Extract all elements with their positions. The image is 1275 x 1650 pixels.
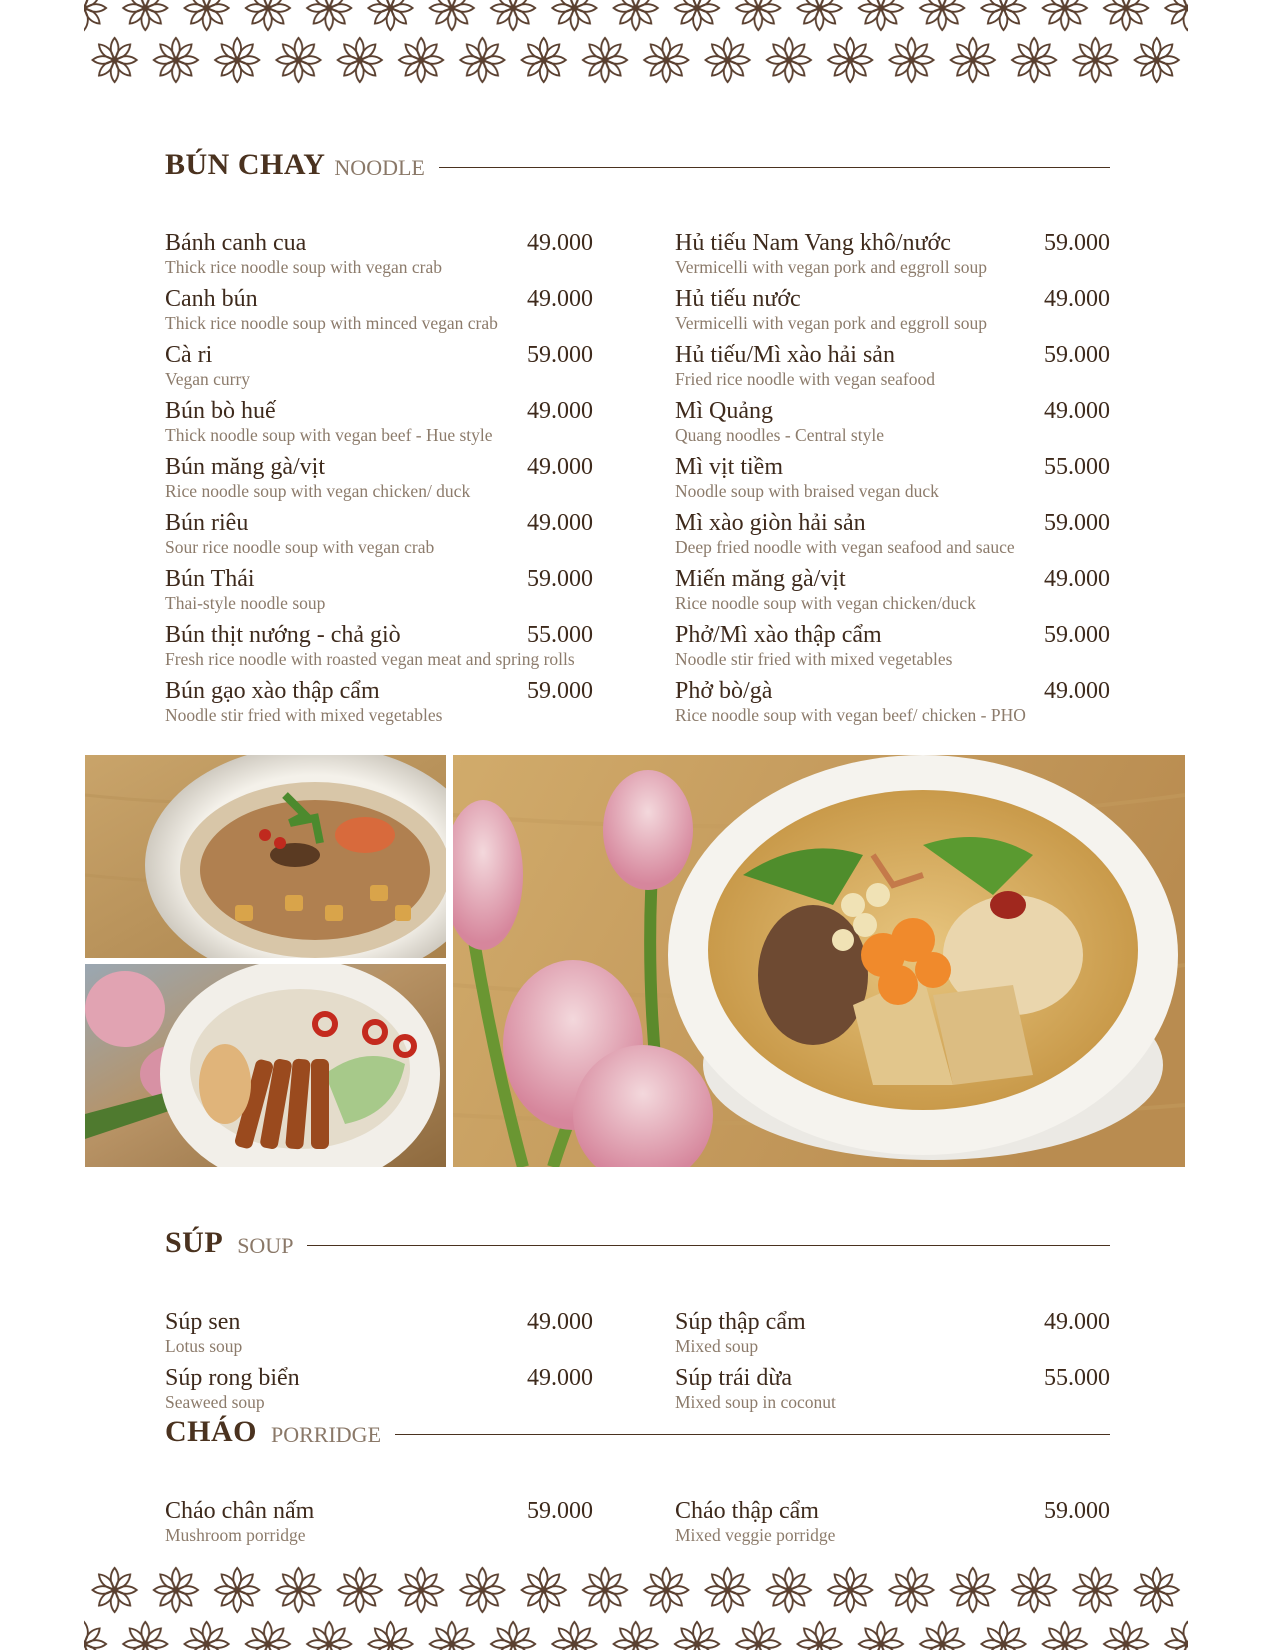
section-divider — [439, 167, 1110, 168]
item-description: Rice noodle soup with vegan chicken/ duck — [165, 481, 471, 501]
item-name: Súp sen — [165, 1309, 241, 1335]
item-name: Súp rong biển — [165, 1365, 300, 1391]
item-description: Deep fried noodle with vegan seafood and sauce — [675, 537, 1015, 557]
menu-item — [165, 510, 593, 566]
item-name: Cháo chân nấm — [165, 1498, 315, 1524]
menu-item — [165, 1498, 593, 1554]
section-subtitle: PORRIDGE — [271, 1422, 382, 1447]
item-description: Noodle stir fried with mixed vegetables — [675, 649, 953, 669]
item-price: 49.000 — [1044, 566, 1110, 592]
item-description: Lotus soup — [165, 1336, 243, 1356]
stir-fried-noodle-photo — [85, 755, 446, 958]
bottom-ornament-border — [84, 1558, 1188, 1650]
section-title: SÚP — [165, 1226, 224, 1259]
soup-menu-grid — [165, 1263, 1110, 1412]
item-name: Súp thập cẩm — [675, 1309, 806, 1335]
item-name: Mì Quảng — [675, 398, 773, 424]
item-name: Bún thịt nướng - chả giò — [165, 622, 401, 648]
grilled-meat-noodle-photo — [85, 964, 446, 1167]
menu-item — [165, 622, 593, 678]
item-description: Mixed soup in coconut — [675, 1392, 836, 1412]
menu-item — [165, 342, 593, 398]
item-price: 59.000 — [1044, 510, 1110, 536]
soup-section — [165, 1223, 1110, 1412]
item-name: Bún gạo xào thập cẩm — [165, 678, 380, 704]
item-name: Súp trái dừa — [675, 1365, 792, 1391]
menu-item — [675, 678, 1110, 734]
noodle-section — [165, 145, 1110, 725]
item-price: 55.000 — [527, 622, 593, 648]
item-name: Cà ri — [165, 342, 213, 368]
menu-item — [675, 398, 1110, 454]
menu-item — [165, 566, 593, 622]
menu-item — [675, 510, 1110, 566]
item-price: 59.000 — [1044, 342, 1110, 368]
menu-item — [165, 454, 593, 510]
section-divider — [307, 1245, 1110, 1246]
item-name: Bún bò huế — [165, 398, 276, 424]
item-name: Bún Thái — [165, 566, 255, 592]
soup-section-header — [165, 1223, 1110, 1263]
item-description: Vermicelli with vegan pork and eggroll soup — [675, 313, 988, 333]
menu-item — [675, 1498, 1110, 1554]
menu-item — [165, 1309, 593, 1365]
item-description: Fresh rice noodle with roasted vegan meat and spring rolls — [165, 649, 575, 669]
section-subtitle: NOODLE — [334, 155, 425, 180]
menu-item — [675, 566, 1110, 622]
top-ornament-border — [84, 0, 1188, 92]
noodle-menu-grid — [165, 185, 1110, 725]
item-name: Bánh canh cua — [165, 230, 307, 256]
section-title: BÚN CHAY — [165, 148, 326, 181]
menu-item — [165, 398, 593, 454]
item-price: 49.000 — [527, 398, 593, 424]
item-price: 49.000 — [527, 230, 593, 256]
section-title: CHÁO — [165, 1415, 257, 1448]
item-description: Fried rice noodle with vegan seafood — [675, 369, 935, 389]
menu-item — [675, 230, 1110, 286]
item-price: 55.000 — [1044, 454, 1110, 480]
item-description: Seaweed soup — [165, 1392, 265, 1412]
item-price: 55.000 — [1044, 1365, 1110, 1391]
item-price: 49.000 — [527, 454, 593, 480]
item-name: Mì vịt tiềm — [675, 454, 783, 480]
vegan-noodle-soup-photo — [453, 755, 1185, 1167]
item-price: 49.000 — [1044, 678, 1110, 704]
item-name: Hủ tiếu nước — [675, 286, 801, 312]
item-description: Quang noodles - Central style — [675, 425, 884, 445]
section-subtitle: SOUP — [237, 1233, 294, 1258]
item-price: 59.000 — [527, 566, 593, 592]
item-price: 49.000 — [1044, 286, 1110, 312]
item-description: Mixed soup — [675, 1336, 759, 1356]
menu-item — [675, 1309, 1110, 1365]
menu-item — [675, 342, 1110, 398]
noodle-section-header — [165, 145, 1110, 185]
item-price: 59.000 — [527, 1498, 593, 1524]
item-name: Hủ tiếu Nam Vang khô/nước — [675, 230, 951, 256]
item-name: Mì xào giòn hải sản — [675, 510, 866, 536]
item-description: Thick rice noodle soup with minced vegan crab — [165, 313, 498, 333]
menu-item — [165, 678, 593, 734]
item-description: Noodle soup with braised vegan duck — [675, 481, 939, 501]
item-name: Miến măng gà/vịt — [675, 566, 846, 592]
item-description: Rice noodle soup with vegan chicken/duck — [675, 593, 976, 613]
porridge-section-header — [165, 1412, 1110, 1452]
item-price: 49.000 — [1044, 1309, 1110, 1335]
menu-item — [675, 454, 1110, 510]
item-description: Thick noodle soup with vegan beef - Hue style — [165, 425, 493, 445]
item-name: Bún riêu — [165, 510, 249, 536]
item-price: 49.000 — [1044, 398, 1110, 424]
item-description: Mixed veggie porridge — [675, 1525, 836, 1545]
item-price: 59.000 — [527, 342, 593, 368]
item-description: Mushroom porridge — [165, 1525, 306, 1545]
item-price: 49.000 — [527, 286, 593, 312]
item-price: 49.000 — [527, 1365, 593, 1391]
section-divider — [395, 1434, 1110, 1435]
item-description: Thick rice noodle soup with vegan crab — [165, 257, 442, 277]
item-name: Phở/Mì xào thập cẩm — [675, 622, 882, 648]
item-name: Cháo thập cẩm — [675, 1498, 819, 1524]
item-price: 59.000 — [1044, 1498, 1110, 1524]
item-name: Hủ tiếu/Mì xào hải sản — [675, 342, 895, 368]
item-description: Sour rice noodle soup with vegan crab — [165, 537, 435, 557]
item-price: 59.000 — [527, 678, 593, 704]
item-description: Vermicelli with vegan pork and eggroll soup — [675, 257, 988, 277]
menu-item — [675, 622, 1110, 678]
item-name: Bún măng gà/vịt — [165, 454, 325, 480]
porridge-menu-grid — [165, 1452, 1110, 1545]
item-price: 59.000 — [1044, 230, 1110, 256]
porridge-section — [165, 1412, 1110, 1545]
item-description: Thai-style noodle soup — [165, 593, 326, 613]
menu-item — [675, 286, 1110, 342]
item-price: 49.000 — [527, 1309, 593, 1335]
item-name: Canh bún — [165, 286, 258, 312]
menu-item — [165, 286, 593, 342]
item-name: Phở bò/gà — [675, 678, 773, 704]
item-price: 59.000 — [1044, 622, 1110, 648]
item-price: 49.000 — [527, 510, 593, 536]
item-description: Rice noodle soup with vegan beef/ chicken - PHO — [675, 705, 1026, 725]
item-description: Vegan curry — [165, 369, 251, 389]
food-photo-collage — [85, 755, 1185, 1167]
item-description: Noodle stir fried with mixed vegetables — [165, 705, 443, 725]
menu-item — [165, 230, 593, 286]
